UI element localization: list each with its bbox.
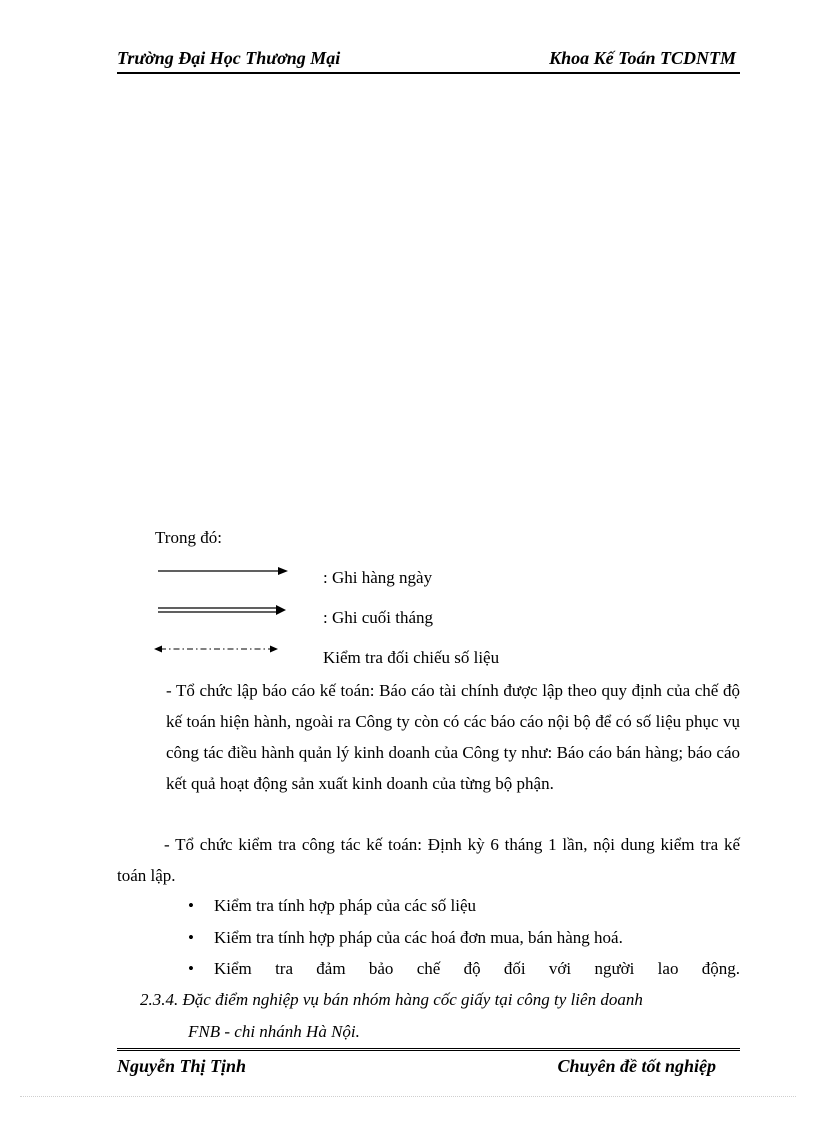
- page-edge-divider: [20, 1096, 796, 1097]
- bullet-item: [188, 890, 476, 921]
- page-footer: [117, 1048, 740, 1083]
- bullet-item: [188, 922, 623, 953]
- header-university: Trường Đại Học Thương Mại: [117, 48, 341, 68]
- section-heading-line2: FNB - chi nhánh Hà Nội.: [188, 1022, 360, 1041]
- header-department: Khoa Kế Toán TCDNTM: [549, 48, 736, 68]
- legend-single-arrow-icon: [156, 564, 290, 578]
- bullet-dot-icon: •: [188, 928, 194, 947]
- legend-dashdot-arrow-icon: [152, 642, 282, 656]
- bullet-dot-icon: •: [188, 896, 194, 915]
- footer-author: Nguyễn Thị Tịnh: [117, 1056, 247, 1076]
- section-heading-line1: 2.3.4. Đặc điểm nghiệp vụ bán nhóm hàng cốc giấy tại công ty liên doanh: [140, 990, 643, 1009]
- bullet-text: Kiểm tra đảm bảo chế độ đối với người lao động.: [214, 959, 740, 978]
- legend-title: Trong đó:: [155, 528, 222, 547]
- paragraph-reporting: - Tổ chức lập báo cáo kế toán: Báo cáo tài chính được lập theo quy định của chế độ kế toán hiện hành, ngoài ra Công ty còn có các báo cáo nội bộ để có số liệu phục vụ công tác điều hành quản lý kinh doanh của Công ty như: Báo cáo bán hàng; báo cáo kết quả hoạt động sản xuất kinh doanh của từng bộ phận.: [166, 681, 740, 793]
- legend-label-month-end: : Ghi cuối tháng: [323, 608, 434, 627]
- legend-double-arrow-icon: [156, 602, 290, 618]
- bullet-text: Kiểm tra tính hợp pháp của các hoá đơn mua, bán hàng hoá.: [214, 928, 623, 947]
- footer-doc-type: Chuyên đề tốt nghiệp: [557, 1056, 716, 1076]
- legend-label-daily: : Ghi hàng ngày: [323, 568, 433, 587]
- section-heading: [140, 984, 740, 1048]
- bullet-text: Kiểm tra tính hợp pháp của các số liệu: [214, 896, 477, 915]
- page-header: [117, 46, 740, 74]
- paragraph-audit: - Tổ chức kiểm tra công tác kế toán: Định kỳ 6 tháng 1 lần, nội dung kiểm tra kế toán lập.: [117, 835, 740, 885]
- legend-label-reconcile: Kiểm tra đối chiếu số liệu: [323, 648, 500, 667]
- bullet-item: [188, 953, 740, 984]
- bullet-dot-icon: •: [188, 959, 194, 978]
